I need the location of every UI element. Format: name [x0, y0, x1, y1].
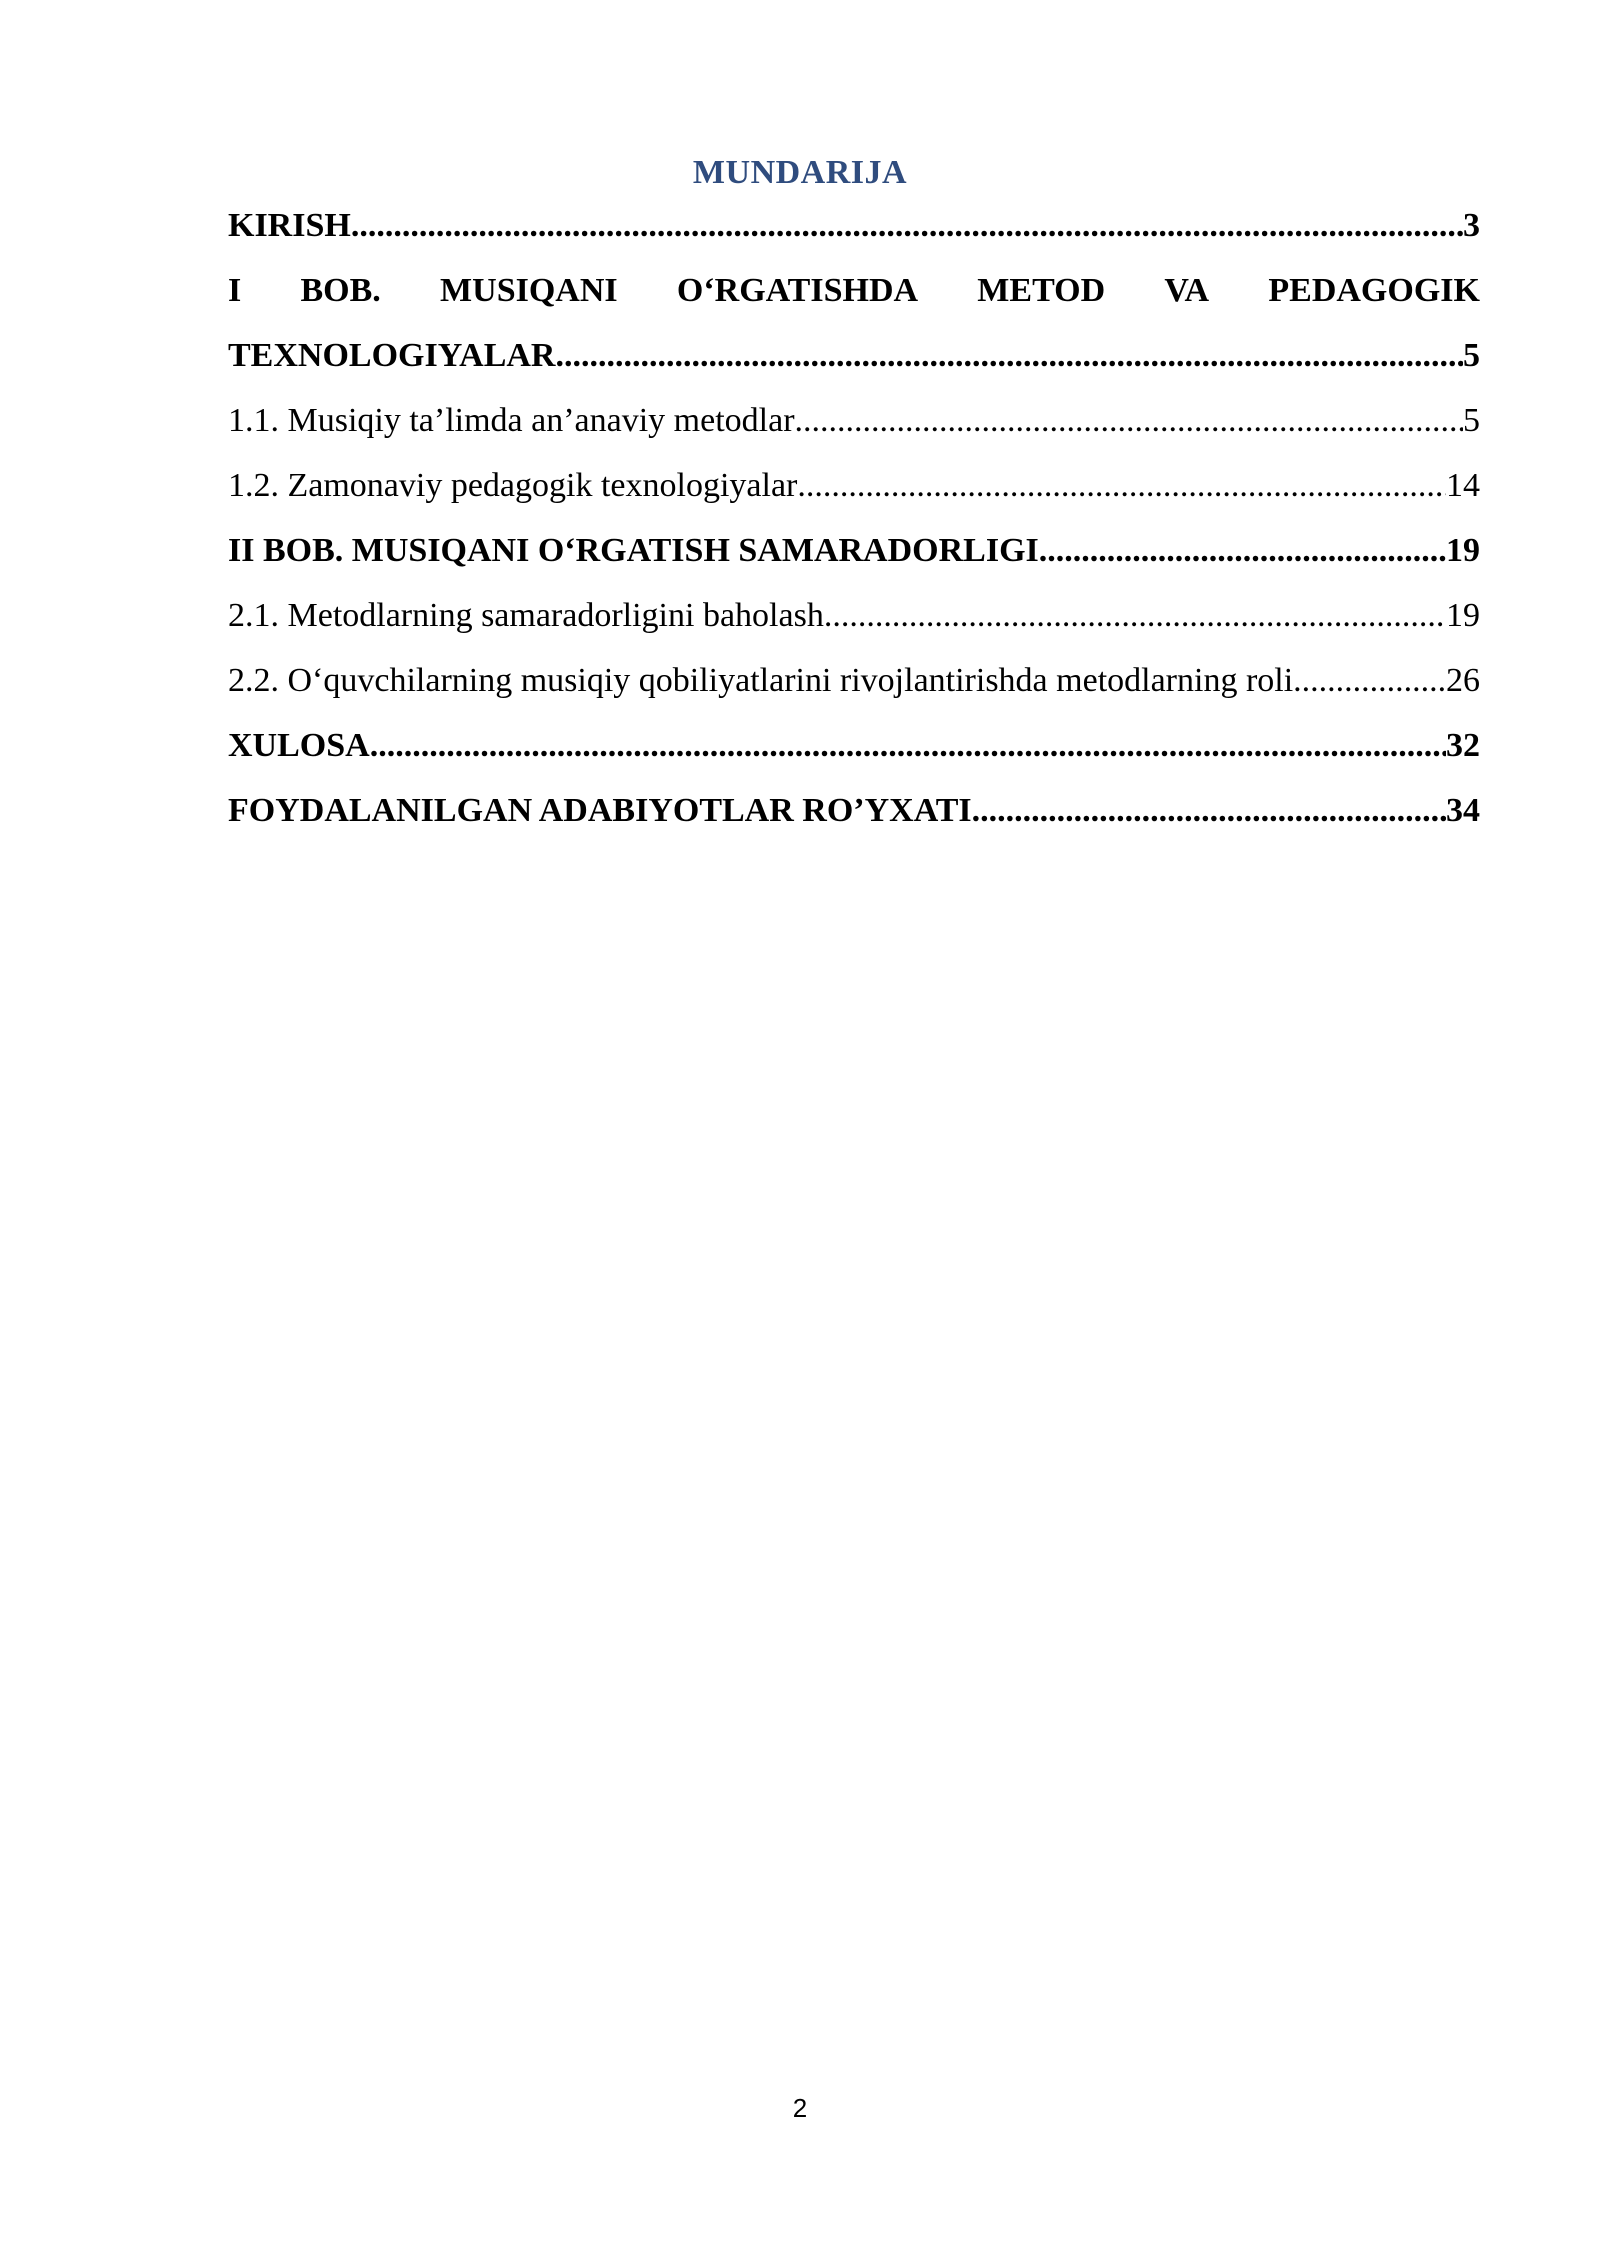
- dot-leader: [351, 193, 1463, 258]
- toc-title: [0, 150, 1600, 196]
- dot-leader: [972, 778, 1446, 843]
- toc-entry-kirish[interactable]: [228, 193, 1480, 258]
- toc-entry-page: 19: [1446, 597, 1480, 634]
- toc-word: METOD: [977, 272, 1106, 309]
- dot-leader: [797, 453, 1446, 518]
- dot-leader: [795, 388, 1463, 453]
- dot-leader: [1293, 648, 1446, 713]
- dot-leader: [824, 583, 1446, 648]
- page-number-text: 2: [792, 2093, 808, 2123]
- toc-title-text: MUNDARIJA: [692, 154, 908, 191]
- toc-entry-label: 2.2. O‘quvchilarning musiqiy qobiliyatlarini rivojlantirishda metodlarning roli: [228, 662, 1294, 699]
- toc-entry-chapter1-line1[interactable]: [228, 258, 1480, 323]
- toc-word: O‘RGATISHDA: [676, 272, 919, 309]
- toc-entry-section-2-2[interactable]: [228, 648, 1480, 713]
- toc-entry-label: XULOSA: [228, 727, 370, 764]
- toc-word: VA: [1164, 272, 1210, 309]
- toc-entry-page: 5: [1463, 337, 1480, 374]
- toc-entry-page: 19: [1446, 532, 1480, 569]
- toc-entry-chapter1-line2[interactable]: [228, 323, 1480, 388]
- toc-entry-section-1-1[interactable]: [228, 388, 1480, 453]
- toc-entry-page: 34: [1446, 792, 1480, 829]
- toc-entry-page: 3: [1463, 207, 1480, 244]
- toc-entry-xulosa[interactable]: [228, 713, 1480, 778]
- toc-entry-page: 14: [1446, 467, 1480, 504]
- toc-word: PEDAGOGIK: [1268, 272, 1480, 309]
- toc-entry-label: TEXNOLOGIYALAR: [228, 337, 556, 374]
- toc-entry-adabiyotlar[interactable]: [228, 778, 1480, 843]
- toc-entry-page: 26: [1446, 662, 1480, 699]
- toc-entry-chapter2[interactable]: [228, 518, 1480, 583]
- toc-entry-label: 1.1. Musiqiy ta’limda an’anaviy metodlar: [228, 402, 795, 439]
- toc-entry-label: KIRISH: [228, 207, 351, 244]
- toc-entry-label: 1.2. Zamonaviy pedagogik texnologiyalar: [228, 467, 798, 504]
- page-number: [0, 2092, 1600, 2124]
- toc-entry-label: FOYDALANILGAN ADABIYOTLAR RO’YXATI: [228, 792, 972, 829]
- toc-word: I: [228, 272, 242, 309]
- table-of-contents: [228, 193, 1480, 843]
- dot-leader: [370, 713, 1446, 778]
- toc-entry-label: II BOB. MUSIQANI O‘RGATISH SAMARADORLIGI: [228, 532, 1039, 569]
- toc-entry-page: 5: [1463, 402, 1480, 439]
- toc-entry-label: 2.1. Metodlarning samaradorligini baholash: [228, 597, 824, 634]
- toc-word: MUSIQANI: [440, 272, 618, 309]
- dot-leader: [1039, 518, 1446, 583]
- toc-entry-section-2-1[interactable]: [228, 583, 1480, 648]
- toc-word: BOB.: [300, 272, 381, 309]
- toc-entry-page: 32: [1446, 727, 1480, 764]
- dot-leader: [555, 323, 1463, 388]
- toc-entry-section-1-2[interactable]: [228, 453, 1480, 518]
